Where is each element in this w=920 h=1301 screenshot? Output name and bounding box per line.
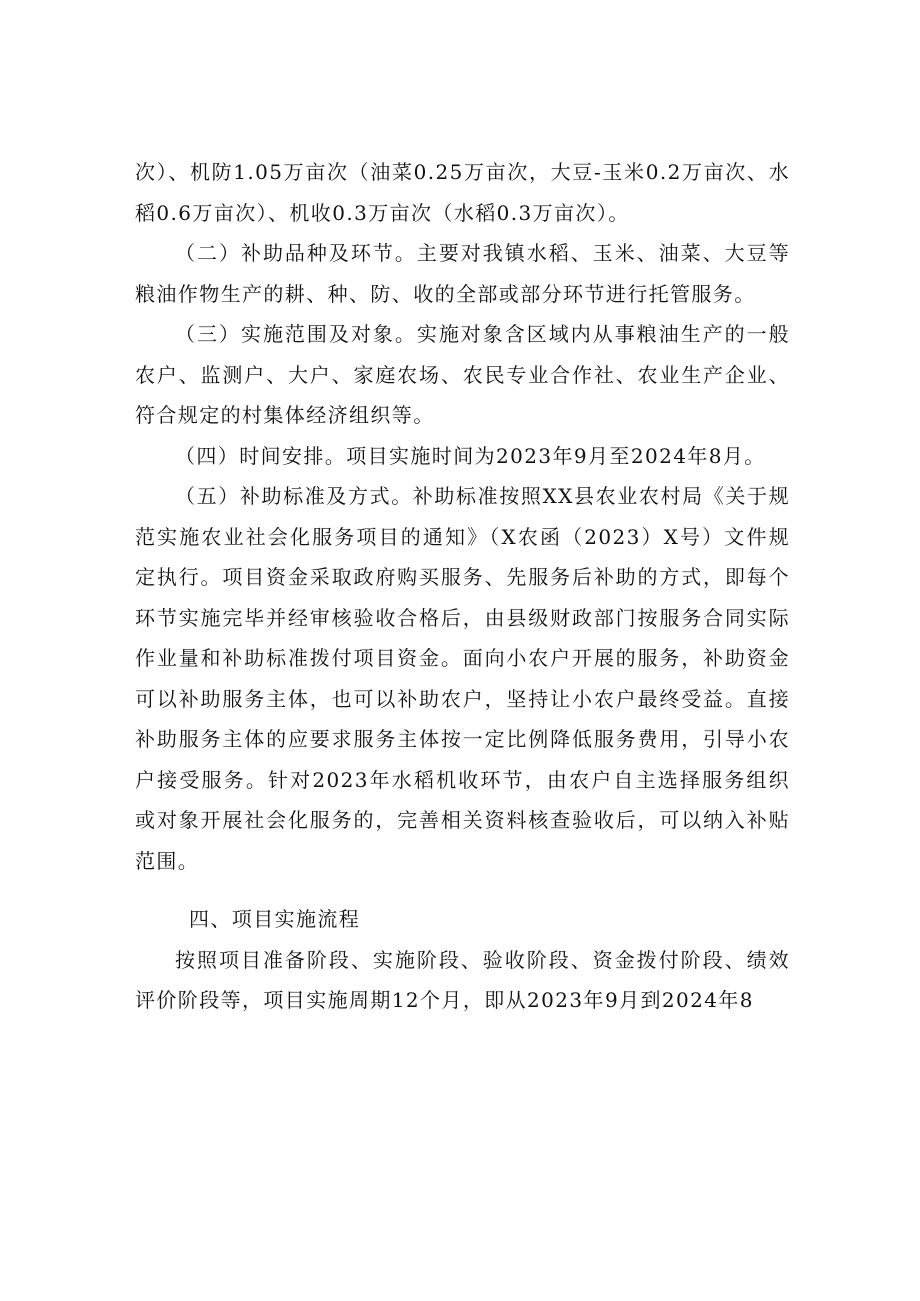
document-body — [135, 152, 790, 1021]
paragraph-implementation-process: 按照项目准备阶段、实施阶段、验收阶段、资金拨付阶段、绩效评价阶段等，项目实施周期12个月，即从2023年9月到2024年8 — [135, 947, 790, 1012]
section-heading: 四、项目实施流程 — [189, 907, 361, 931]
paragraph-scope-and-targets: （三）实施范围及对象。实施对象含区域内从事粮油生产的一般农户、监测户、大户、家庭农场、农民专业合作社、农业生产企业、符合规定的村集体经济组织等。 — [135, 322, 790, 427]
paragraph-subsidy-standard: （五）补助标准及方式。补助标准按照XX县农业农村局《关于规范实施农业社会化服务项目的通知》（X农函（2023）X号）文件规定执行。项目资金采取政府购买服务、先服务后补助的方式，即每个环节实施完毕并经审核验收合格后，由县级财政部门按服务合同实际作业量和补助标准拨付项目资金。面向小农户开展的服务，补助资金可以补助服务主体，也可以补助农户，坚持让小农户最终受益。直接补助服务主体的应要求服务主体按一定比例降低服务费用，引导小农户接受服务。针对2023年水稻机收环节，由农户自主选择服务组织或对象开展社会化服务的，完善相关资料核查验收后，可以纳入补贴范围。 — [135, 484, 790, 873]
paragraph-subsidy-varieties: （二）补助品种及环节。主要对我镇水稻、玉米、油菜、大豆等粮油作物生产的耕、种、防、收的全部或部分环节进行托管服务。 — [135, 241, 790, 306]
paragraph-continuation: 次）、机防1.05万亩次（油菜0.25万亩次，大豆-玉米0.2万亩次、水稻0.6万亩次）、机收0.3万亩次（水稻0.3万亩次）。 — [135, 160, 790, 225]
paragraph-schedule: （四）时间安排。项目实施时间为2023年9月至2024年8月。 — [175, 443, 766, 468]
